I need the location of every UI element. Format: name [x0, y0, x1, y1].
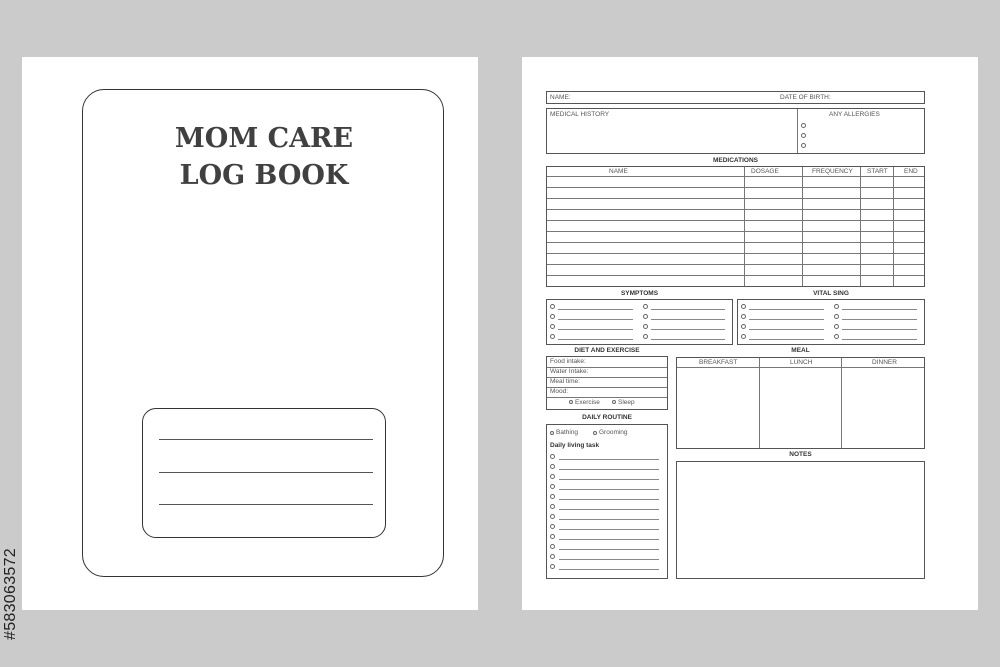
task-checkbox[interactable]	[550, 504, 555, 509]
task-checkbox[interactable]	[550, 524, 555, 529]
task-checkbox[interactable]	[550, 564, 555, 569]
table-row[interactable]	[547, 220, 924, 221]
name-label: NAME:	[550, 94, 571, 101]
checklist-line[interactable]	[842, 339, 917, 340]
allergy-checkbox[interactable]	[801, 143, 806, 148]
task-checkbox[interactable]	[550, 464, 555, 469]
table-row[interactable]	[547, 264, 924, 265]
vital-title: VITAL SING	[813, 290, 849, 297]
task-checkbox[interactable]	[550, 534, 555, 539]
mood-label: Mood:	[550, 388, 569, 395]
diet-title: DIET AND EXERCISE	[574, 347, 640, 354]
checklist-line[interactable]	[558, 329, 633, 330]
checklist-checkbox[interactable]	[834, 314, 839, 319]
meal-time-label: Meal time:	[550, 378, 580, 385]
table-row[interactable]	[547, 242, 924, 243]
exercise-checkbox[interactable]	[569, 400, 573, 404]
medications-table[interactable]	[546, 166, 925, 287]
checklist-line[interactable]	[842, 319, 917, 320]
checklist-line[interactable]	[749, 339, 824, 340]
task-line[interactable]	[559, 539, 659, 540]
table-row[interactable]	[547, 231, 924, 232]
col-divider	[893, 167, 894, 286]
col-divider	[860, 167, 861, 286]
checklist-checkbox[interactable]	[643, 314, 648, 319]
checklist-line[interactable]	[558, 309, 633, 310]
symptoms-box[interactable]	[546, 299, 733, 345]
medications-title: MEDICATIONS	[712, 157, 759, 164]
med-col-end: END	[904, 168, 918, 175]
task-line[interactable]	[559, 469, 659, 470]
checklist-checkbox[interactable]	[643, 304, 648, 309]
task-checkbox[interactable]	[550, 484, 555, 489]
allergy-checkbox[interactable]	[801, 133, 806, 138]
col-divider	[759, 358, 760, 448]
task-line[interactable]	[559, 479, 659, 480]
med-col-start: START	[867, 168, 888, 175]
dob-label: DATE OF BIRTH:	[780, 94, 831, 101]
vital-box[interactable]	[737, 299, 925, 345]
task-line[interactable]	[559, 509, 659, 510]
checklist-line[interactable]	[651, 339, 726, 340]
task-checkbox[interactable]	[550, 454, 555, 459]
name-dob-row[interactable]	[546, 91, 925, 104]
task-checkbox[interactable]	[550, 474, 555, 479]
table-row[interactable]	[547, 198, 924, 199]
checklist-line[interactable]	[651, 329, 726, 330]
diet-box[interactable]	[546, 356, 668, 410]
symptoms-title: SYMPTOMS	[620, 290, 659, 297]
checklist-checkbox[interactable]	[741, 314, 746, 319]
checklist-line[interactable]	[651, 309, 726, 310]
table-row[interactable]	[547, 187, 924, 188]
med-col-dosage: DOSAGE	[751, 168, 779, 175]
task-line[interactable]	[559, 559, 659, 560]
task-line[interactable]	[559, 499, 659, 500]
checklist-checkbox[interactable]	[741, 304, 746, 309]
stock-id: #583063572	[2, 548, 19, 640]
task-checkbox[interactable]	[550, 544, 555, 549]
checklist-checkbox[interactable]	[643, 334, 648, 339]
meal-col-dinner: DINNER	[872, 359, 897, 366]
checklist-line[interactable]	[651, 319, 726, 320]
checklist-line[interactable]	[558, 339, 633, 340]
checklist-line[interactable]	[842, 329, 917, 330]
task-checkbox[interactable]	[550, 494, 555, 499]
medical-history-box[interactable]	[546, 108, 925, 154]
cover-frame	[82, 89, 444, 577]
grooming-label: Grooming	[599, 429, 628, 436]
sleep-checkbox[interactable]	[612, 400, 616, 404]
sleep-label: Sleep	[618, 399, 635, 406]
checklist-checkbox[interactable]	[741, 334, 746, 339]
row-line	[547, 176, 924, 177]
daily-task-label: Daily living task	[550, 442, 600, 449]
task-line[interactable]	[559, 459, 659, 460]
task-line[interactable]	[559, 489, 659, 490]
col-divider	[841, 358, 842, 448]
label-line[interactable]	[159, 439, 373, 440]
exercise-label: Exercise	[575, 399, 600, 406]
task-line[interactable]	[559, 569, 659, 570]
checklist-checkbox[interactable]	[643, 324, 648, 329]
water-intake-label: Water Intake:	[550, 368, 589, 375]
task-line[interactable]	[559, 549, 659, 550]
checklist-checkbox[interactable]	[834, 324, 839, 329]
divider	[797, 109, 798, 153]
meal-title: MEAL	[791, 347, 810, 354]
row-line	[547, 397, 667, 398]
medical-history-label: MEDICAL HISTORY	[550, 111, 610, 118]
notes-title: NOTES	[789, 451, 812, 458]
meal-col-lunch: LUNCH	[790, 359, 813, 366]
cover-page	[22, 57, 478, 610]
bathing-checkbox[interactable]	[550, 431, 554, 435]
med-col-name: NAME	[609, 168, 628, 175]
meal-col-breakfast: BREAKFAST	[699, 359, 738, 366]
task-line[interactable]	[559, 519, 659, 520]
meal-box[interactable]	[676, 357, 925, 449]
med-col-frequency: FREQUENCY	[812, 168, 853, 175]
routine-box[interactable]	[546, 424, 668, 579]
food-intake-label: Food intake:	[550, 358, 586, 365]
label-line[interactable]	[159, 472, 373, 473]
checklist-line[interactable]	[842, 309, 917, 310]
form-page	[522, 57, 978, 610]
row-line	[677, 367, 924, 368]
table-row[interactable]	[547, 209, 924, 210]
task-checkbox[interactable]	[550, 514, 555, 519]
bathing-label: Bathing	[556, 429, 579, 436]
checklist-line[interactable]	[749, 309, 824, 310]
label-line[interactable]	[159, 504, 373, 505]
col-divider	[802, 167, 803, 286]
checklist-checkbox[interactable]	[741, 324, 746, 329]
cover-label-box	[142, 408, 386, 538]
checklist-checkbox[interactable]	[550, 304, 555, 309]
col-divider	[744, 167, 745, 286]
table-row[interactable]	[547, 253, 924, 254]
checklist-checkbox[interactable]	[834, 334, 839, 339]
checklist-checkbox[interactable]	[834, 304, 839, 309]
allergy-checkbox[interactable]	[801, 123, 806, 128]
task-checkbox[interactable]	[550, 554, 555, 559]
routine-title: DAILY ROUTINE	[582, 414, 632, 421]
checklist-checkbox[interactable]	[550, 314, 555, 319]
allergies-label: ANY ALLERGIES	[829, 111, 880, 118]
checklist-checkbox[interactable]	[550, 334, 555, 339]
checklist-line[interactable]	[558, 319, 633, 320]
task-line[interactable]	[559, 529, 659, 530]
notes-box[interactable]	[676, 461, 925, 579]
cover-title: MOM CARE LOG BOOK	[174, 123, 354, 191]
checklist-line[interactable]	[749, 319, 824, 320]
table-row[interactable]	[547, 275, 924, 276]
checklist-line[interactable]	[749, 329, 824, 330]
checklist-checkbox[interactable]	[550, 324, 555, 329]
grooming-checkbox[interactable]	[593, 431, 597, 435]
